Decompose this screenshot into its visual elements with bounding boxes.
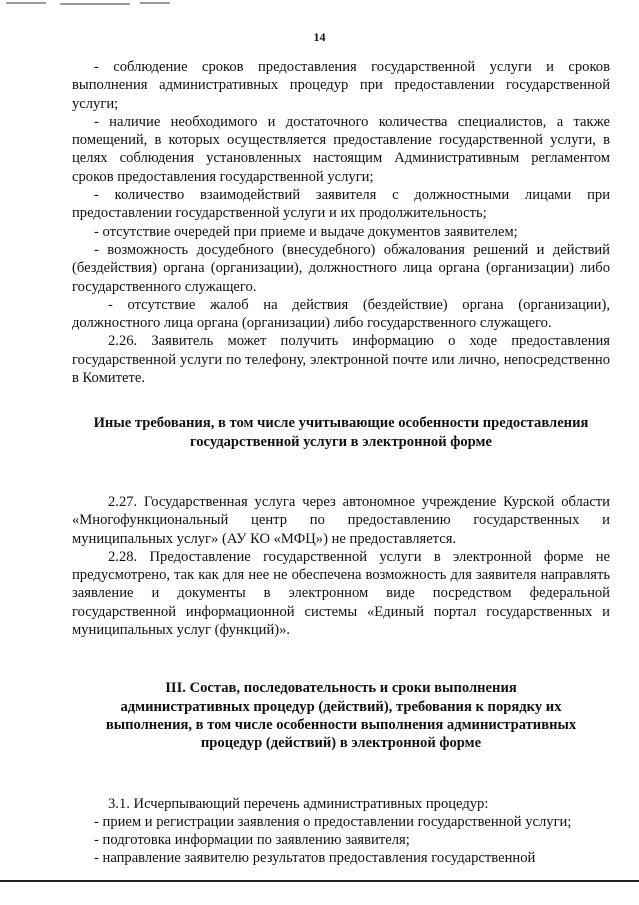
paragraph-appeal: - возможность досудебного (внесудебного) обжалования решений и действий (бездействия) органа (организации), должностного лица органа (организации) либо государственного служащего. xyxy=(72,241,610,295)
heading-line: процедур (действий) в электронной форме xyxy=(200,735,482,752)
list-item-sending: - направление заявителю результатов предоставления государственной xyxy=(94,850,536,867)
paragraph-deadlines: - соблюдение сроков предоставления государственной услуги и сроков выполнения административных процедур при предоставлении государственной услуги; xyxy=(72,59,610,112)
paragraph-interactions: - количество взаимодействий заявителя с должностными лицами при предоставлении государственной услуги и их продолжительность; xyxy=(72,187,610,222)
paragraph-2-26: 2.26. Заявитель может получить информацию о ходе предоставления государственной услуги по телефону, электронной почте или лично, непосредственно в Комитете. xyxy=(72,333,610,387)
list-item-reception: - прием и регистрации заявления о предоставлении государственной услуги; xyxy=(94,813,572,830)
scan-speck xyxy=(60,3,130,5)
scan-speck xyxy=(6,2,46,4)
paragraph-2-28: 2.28. Предоставление государственной услуги в электронной форме не предусмотрено, так как для нее не обеспечена возможность для заявителя направлять заявление и документы в электронном виде посредством федеральной государственной информационной системы «Единый портал государственных и муниципальных услуг (функций)». xyxy=(72,548,610,639)
scan-speck xyxy=(140,2,170,4)
heading-line: III. Состав, последовательность и сроки выполнения xyxy=(165,680,517,697)
list-item-preparation: - подготовка информации по заявлению заявителя; xyxy=(94,832,410,849)
heading-line: государственной услуги в электронной форме xyxy=(190,433,492,450)
paragraph-specialists: - наличие необходимого и достаточного количества специалистов, а также помещений, в которых осуществляется предоставление государственной услуги, в целях соблюдения установленных настоящим Административным регламентом сроков предоставления государственной услуги; xyxy=(72,113,610,185)
heading-section-3 xyxy=(72,679,610,752)
paragraph-no-queues: - отсутствие очередей при приеме и выдаче документов заявителем; xyxy=(94,223,518,240)
heading-line: Иные требования, в том числе учитывающие особенности предоставления xyxy=(93,415,589,432)
paragraph-no-complaints: - отсутствие жалоб на действия (бездействие) органа (организации), должностного лица органа (организации) либо государственного служащего. xyxy=(72,296,610,332)
heading-line: выполнения, в том числе особенности выполнения административных xyxy=(105,716,577,733)
paragraph-3-1: 3.1. Исчерпывающий перечень административных процедур: xyxy=(108,795,489,812)
page-number: 14 xyxy=(313,30,326,44)
scan-artifact-top xyxy=(0,0,639,8)
page-bottom-edge xyxy=(0,880,639,882)
document-body xyxy=(72,58,610,868)
paragraph-2-27: 2.27. Государственная услуга через автономное учреждение Курской области «Многофункциональный центр по предоставлению государственных и муниципальных услуг» (АУ КО «МФЦ») не предоставляется. xyxy=(72,493,610,547)
heading-other-requirements xyxy=(72,414,610,451)
heading-line: административных процедур (действий), требования к порядку их xyxy=(120,698,562,715)
